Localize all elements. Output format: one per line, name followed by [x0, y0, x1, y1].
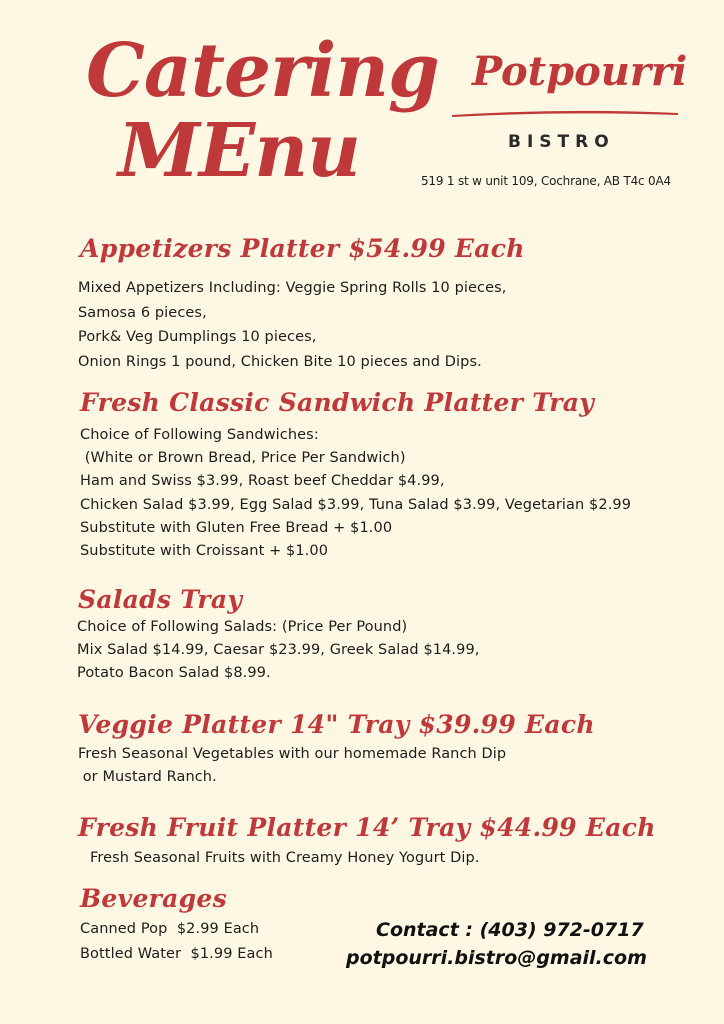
section-body-fruit	[90, 847, 480, 870]
menu-line: Potato Bacon Salad $8.99.	[77, 665, 271, 682]
menu-line: or Mustard Ranch.	[78, 769, 217, 786]
contact-email: potpourri.bistro@gmail.com	[346, 947, 647, 969]
section-title-sandwich: Fresh Classic Sandwich Platter Tray	[80, 388, 595, 417]
section-title-appetizers: Appetizers Platter $54.99 Each	[80, 234, 525, 263]
section-body-salads	[77, 616, 479, 686]
menu-line: Pork& Veg Dumplings 10 pieces,	[78, 329, 317, 345]
brand-logo-name: Potpourri	[472, 48, 688, 95]
section-title-fruit: Fresh Fruit Platter 14’ Tray $44.99 Each	[78, 813, 656, 842]
menu-line: Chicken Salad $3.99, Egg Salad $3.99, Tuna Salad $3.99, Vegetarian $2.99	[80, 496, 632, 513]
menu-line: Substitute with Croissant + $1.00	[80, 542, 329, 559]
address: 519 1 st w unit 109, Cochrane, AB T4c 0A4	[421, 174, 671, 188]
brand-logo-subtitle: BISTRO	[508, 132, 615, 152]
menu-line: Bottled Water $1.99 Each	[80, 946, 273, 962]
section-title-salads: Salads Tray	[78, 585, 243, 614]
section-body-appetizers	[78, 276, 506, 374]
page-title-line-1: Catering	[86, 28, 439, 114]
contact-phone: Contact : (403) 972-0717	[376, 919, 644, 941]
menu-line: Choice of Following Salads: (Price Per Pound)	[77, 619, 408, 635]
menu-line: Mixed Appetizers Including: Veggie Spring Rolls 10 pieces,	[78, 280, 507, 296]
page-title-line-2: MEnu	[118, 108, 360, 194]
section-body-beverages	[80, 917, 273, 967]
menu-line: Substitute with Gluten Free Bread + $1.00	[80, 519, 393, 536]
menu-line: Canned Pop $2.99 Each	[80, 921, 260, 937]
menu-line: Choice of Following Sandwiches:	[80, 427, 319, 443]
menu-line: Samosa 6 pieces,	[78, 304, 207, 321]
menu-line: (White or Brown Bread, Price Per Sandwich)	[80, 450, 406, 467]
brand-underline-swoosh	[452, 108, 678, 118]
contact-block	[346, 916, 706, 972]
menu-line: Fresh Seasonal Vegetables with our homemade Ranch Dip	[78, 746, 507, 762]
section-body-sandwich	[80, 424, 631, 563]
section-body-veggie	[78, 743, 506, 789]
menu-line: Onion Rings 1 pound, Chicken Bite 10 pieces and Dips.	[78, 353, 482, 370]
menu-line: Mix Salad $14.99, Caesar $23.99, Greek Salad $14.99,	[77, 642, 480, 659]
menu-line: Ham and Swiss $3.99, Roast beef Cheddar $4.99,	[80, 473, 445, 490]
section-title-beverages: Beverages	[80, 884, 227, 913]
menu-line: Fresh Seasonal Fruits with Creamy Honey Yogurt Dip.	[90, 850, 480, 866]
section-title-veggie: Veggie Platter 14" Tray $39.99 Each	[78, 710, 595, 739]
